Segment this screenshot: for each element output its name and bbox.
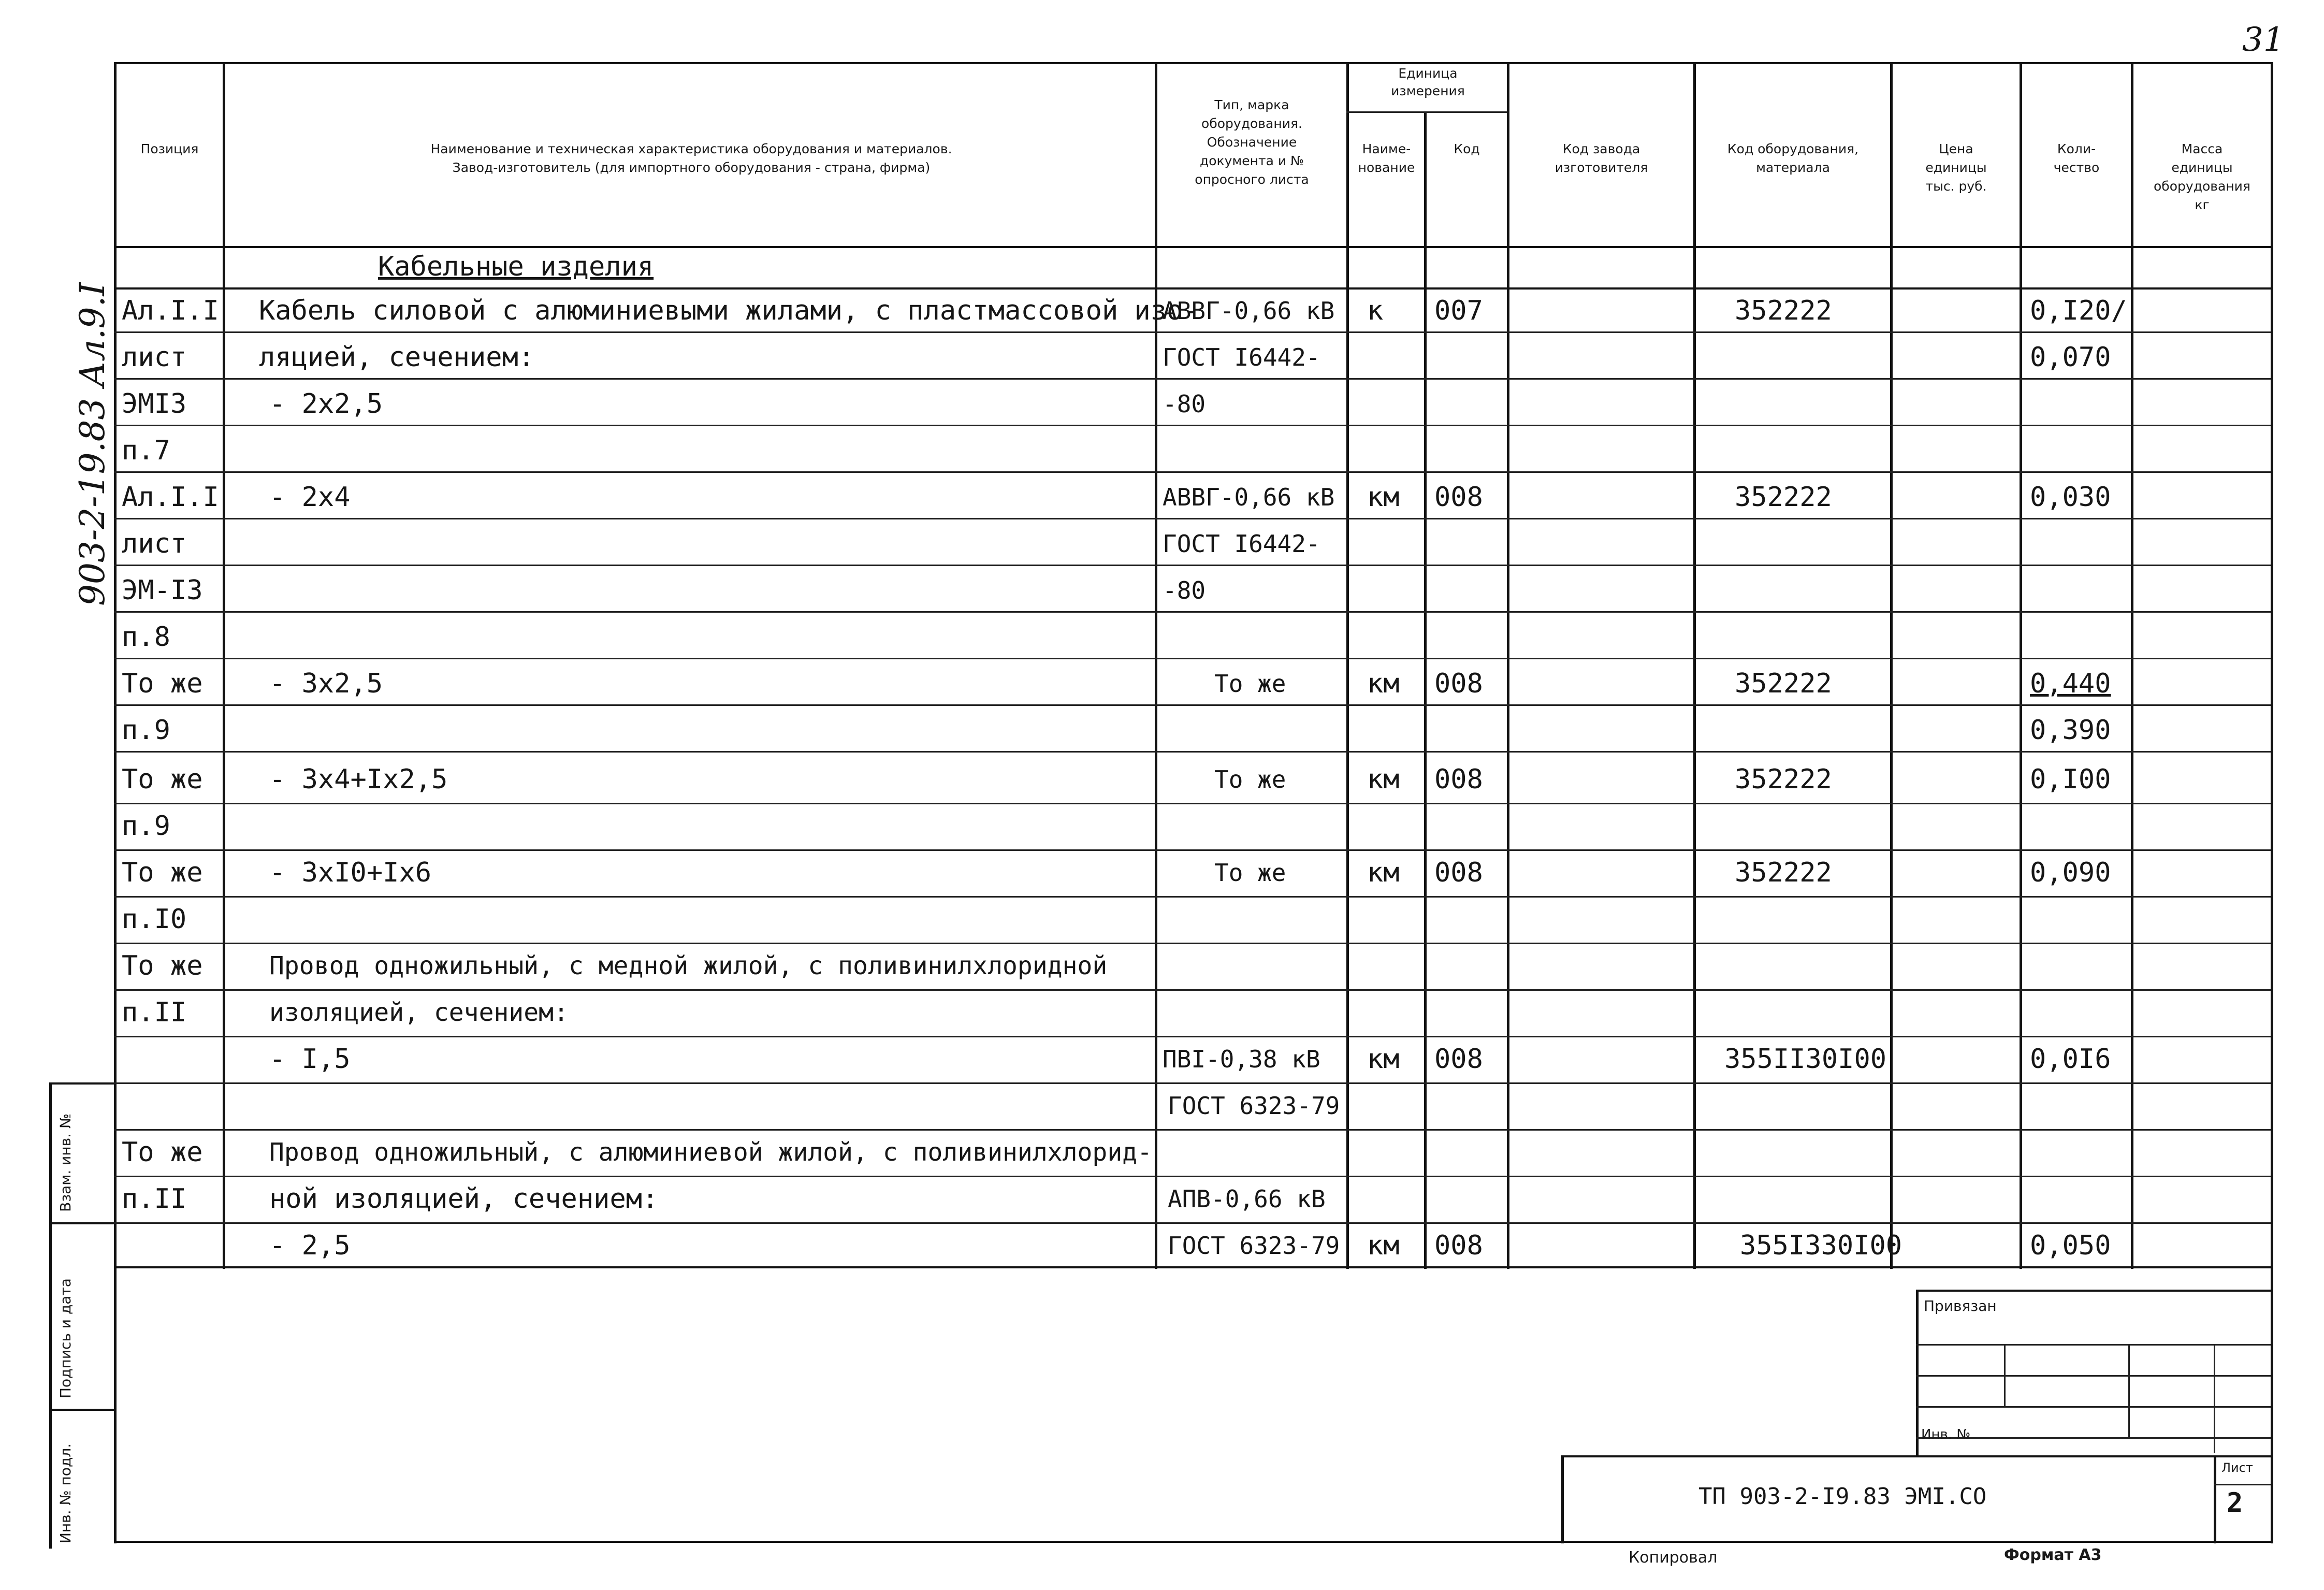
row-type: То же: [1214, 670, 1286, 698]
row-position: То же: [122, 668, 203, 699]
side-stamp-signature: Подпись и дата: [57, 1278, 74, 1398]
row-code: 008: [1434, 1230, 1483, 1261]
section-title: Кабельные изделия: [378, 251, 654, 282]
row-name: Провод одножильный, с алюминиевой жилой, с поливинилхлорид-: [269, 1138, 1153, 1167]
row-position: То же: [122, 1137, 203, 1168]
row-qty: 0,390: [2030, 715, 2111, 746]
header-quantity: Коли- чество: [2053, 141, 2100, 175]
row-qty: 0,I00: [2030, 764, 2111, 795]
row-name: изоляцией, сечением:: [269, 998, 569, 1027]
row-position: п.8: [122, 621, 170, 653]
row-name: - 3х2,5: [269, 668, 383, 699]
row-code: 008: [1434, 764, 1483, 795]
row-name: - 2х4: [269, 482, 351, 513]
row-equip: 355II30I00: [1724, 1044, 1887, 1075]
row-code: 008: [1434, 857, 1483, 888]
side-document-code: 903-2-19.83 Ал.9.I: [72, 282, 112, 606]
row-qty: 0,0I6: [2030, 1044, 2111, 1075]
row-equip: 352222: [1735, 482, 1832, 513]
row-name: - 2х2,5: [269, 388, 383, 420]
header-equipment-code: Код оборудования, материала: [1727, 141, 1859, 175]
row-type: ГОСТ I6442-: [1163, 530, 1320, 558]
row-unit: км: [1367, 764, 1400, 795]
row-qty: 0,090: [2030, 857, 2111, 888]
row-qty: 0,030: [2030, 482, 2111, 513]
row-position: То же: [122, 950, 203, 981]
footer-copied: Копировал: [1629, 1549, 1718, 1567]
footer-format: Формат А3: [2004, 1546, 2102, 1564]
header-factory-code: Код завода изготовителя: [1555, 141, 1648, 175]
row-name: ной изоляцией, сечением:: [269, 1183, 659, 1215]
row-position: п.7: [122, 435, 170, 466]
row-position: лист: [122, 342, 187, 373]
row-position: п.9: [122, 811, 170, 842]
row-name: - I,5: [269, 1044, 351, 1075]
side-stamp-replace: Взам. инв. №: [57, 1113, 74, 1212]
stamp-inventory-label: Инв. №: [1921, 1427, 1971, 1442]
row-name: ляцией, сечением:: [259, 342, 535, 373]
row-unit: км: [1367, 857, 1400, 888]
row-code: 008: [1434, 668, 1483, 699]
header-name: Наименование и техническая характеристика оборудования и материалов. Завод-изготовитель (для импортного оборудования - страна, фирма): [430, 141, 952, 175]
row-type: ГОСТ 6323-79: [1168, 1232, 1340, 1260]
stamp-sheet-label: Лист: [2221, 1461, 2253, 1475]
row-qty: 0,I20/: [2030, 295, 2127, 326]
row-equip: 352222: [1735, 857, 1832, 888]
row-name: - 3х4+Iх2,5: [269, 764, 448, 795]
row-position: п.II: [122, 997, 187, 1028]
stamp-document-code: ТП 903-2-I9.83 ЭМI.СО: [1698, 1483, 1987, 1510]
header-mass: Масса единицы оборудования кг: [2154, 141, 2250, 212]
row-equip: 352222: [1735, 668, 1832, 699]
header-unit-code: Код: [1454, 141, 1480, 156]
row-unit: км: [1367, 482, 1400, 513]
row-type: АВВГ-0,66 кВ: [1163, 483, 1335, 511]
row-code: 007: [1434, 295, 1483, 326]
row-equip: 355I330I00: [1740, 1230, 1902, 1261]
row-name: Кабель силовой с алюминиевыми жилами, с пластмассовой изо-: [259, 295, 1199, 326]
row-position: п.9: [122, 715, 170, 746]
row-equip: 352222: [1735, 295, 1832, 326]
header-position: Позиция: [140, 141, 199, 156]
header-unit-name: Наиме- нование: [1358, 141, 1415, 175]
row-unit: км: [1367, 1044, 1400, 1075]
header-price: Цена единицы тыс. руб.: [1925, 141, 1987, 194]
row-type: То же: [1214, 859, 1286, 887]
row-unit: к: [1367, 295, 1384, 326]
row-position: п.I0: [122, 904, 187, 935]
row-unit: км: [1367, 668, 1400, 699]
row-position: То же: [122, 857, 203, 888]
row-equip: 352222: [1735, 764, 1832, 795]
row-position: ЭМI3: [122, 388, 187, 420]
row-unit: км: [1367, 1230, 1400, 1261]
row-name: - 2,5: [269, 1230, 351, 1261]
row-position: п.II: [122, 1183, 187, 1215]
row-position: ЭМ-I3: [122, 575, 203, 606]
row-qty: 0,050: [2030, 1230, 2111, 1261]
row-type: То же: [1214, 765, 1286, 793]
header-type: Тип, марка оборудования. Обозначение документа и № опросного листа: [1195, 97, 1309, 187]
header-unit-group: Единица измерения: [1391, 66, 1465, 98]
row-name: Провод одножильный, с медной жилой, с поливинилхлоридной: [269, 951, 1108, 980]
row-type: АВВГ-0,66 кВ: [1163, 297, 1335, 325]
row-type: ГОСТ I6442-: [1163, 343, 1320, 371]
row-qty: 0,440: [2030, 668, 2111, 699]
row-position: лист: [122, 528, 187, 559]
row-position: Ал.I.I: [122, 482, 219, 513]
stamp-sheet-number: 2: [2227, 1487, 2243, 1519]
row-type: АПВ-0,66 кВ: [1168, 1185, 1326, 1213]
row-code: 008: [1434, 482, 1483, 513]
row-position: То же: [122, 764, 203, 795]
row-type: ГОСТ 6323-79: [1168, 1092, 1340, 1120]
stamp-linked-label: Привязан: [1924, 1297, 1997, 1314]
side-stamp-inventory: Инв. № подл.: [57, 1443, 74, 1543]
row-type: ПВI-0,38 кВ: [1163, 1045, 1320, 1073]
row-code: 008: [1434, 1044, 1483, 1075]
row-name: - 3хI0+Iх6: [269, 857, 432, 888]
row-type: -80: [1163, 576, 1206, 604]
page-number: 31: [2242, 21, 2285, 59]
row-position: Ал.I.I: [122, 295, 219, 326]
row-type: -80: [1163, 390, 1206, 418]
row-qty: 0,070: [2030, 342, 2111, 373]
